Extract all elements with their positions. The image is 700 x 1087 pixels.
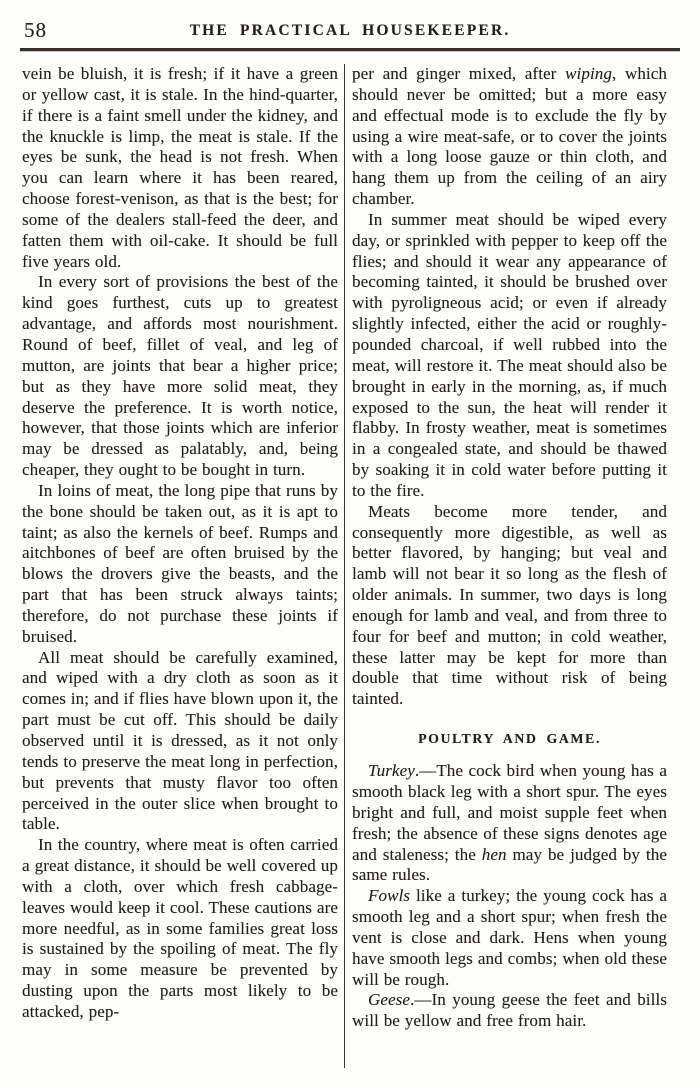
italic-text: Turkey (368, 761, 415, 781)
right-column (345, 64, 667, 1070)
body-text: may be judged by the same rules. (352, 844, 667, 885)
paragraph (22, 648, 338, 836)
body-text: like a turkey; the young cock has a smooth leg and a short spur; when fresh the vent is close and dark. Hens when young have smooth legs and combs; when old these will be rough. (352, 886, 667, 989)
body-text: In summer meat should be wiped every day, or sprinkled with pepper to keep off the flies; and should it wear any appearance of becoming tainted, it should be brushed over with pyroligneous acid; or even if already slightly infected, either the acid or roughly-pounded charcoal, if well rubbed into the meat, will restore it. The meat should also be brought in early in the morning, as, if much exposed to the sun, the heat will render it flabby. In frosty weather, meat is sometimes in a congealed state, and should be thawed by soaking it in cold water before putting it to the fire. (352, 209, 667, 500)
body-text: per and ginger mixed, after (352, 64, 566, 83)
paragraph (22, 272, 338, 480)
italic-text: Geese (368, 990, 411, 1010)
paragraph (352, 990, 667, 1032)
body-text: All meat should be carefully examined, and wiped with a dry cloth as soon as it comes in; and if flies have blown upon it, the part must be cut off. This should be daily observed until it is dressed, as it not only tends to preserve the meat long in perfection, but prevents that musty flavor too often perceived in the outer slice when brought to table. (22, 647, 338, 834)
body-text: , which should never be omitted; but a more easy and effectual mode is to exclude the fly by using a wire meat-safe, or to cover the joints with a long loose gauze or thin cloth, and hang them up from the ceiling of an airy chamber. (352, 64, 667, 209)
body-text: .—In young geese the feet and bills will be yellow and free from hair. (352, 990, 667, 1031)
body-text: In every sort of provisions the best of the kind goes furthest, cuts up to greatest advantage, and affords most nourishment. Round of beef, fillet of veal, and leg of mutton, are joints that bear a higher price; but as they have more solid meat, they deserve the preference. It is worth notice, however, that those joints which are inferior may be dressed as palatably, and, being cheaper, they ought to be bought in turn. (22, 272, 338, 480)
running-title: THE PRACTICAL HOUSEKEEPER. (189, 22, 511, 39)
section-heading: POULTRY AND GAME. (418, 731, 601, 747)
header-rule (20, 48, 680, 51)
page-number: 58 (24, 18, 47, 42)
paragraph (352, 886, 667, 990)
paragraph (352, 761, 667, 886)
paragraph (22, 481, 338, 648)
paragraph (352, 502, 667, 710)
left-column (22, 64, 344, 1070)
paragraph (352, 64, 667, 210)
italic-text: Fowls (368, 886, 411, 906)
paragraph (22, 64, 338, 272)
body-text: Meats become more tender, and consequently more digestible, as well as better flavored, by hanging; but veal and lamb will not bear it so long as the flesh of older animals. In summer, two days is long enough for lamb and veal, and from three to four for beef and mutton; in cold weather, these latter may be kept for more than double that time without risk of being tainted. (352, 501, 667, 709)
body-text: In loins of meat, the long pipe that runs by the bone should be taken out, as it is apt to taint; as also the kernels of beef. Rumps and aitchbones of beef are often bruised by the blows the drovers give the beasts, and the part that has been struck always taints; therefore, do not purchase these joints if bruised. (22, 480, 338, 646)
body-text: vein be bluish, it is fresh; if it have a green or yellow cast, it is stale. In the hind-quarter, if there is a faint smell under the kidney, and the knuckle is limp, the meat is stale. If the eyes be sunk, the head is not fresh. When you can learn where it has been reared, choose forest-venison, as that is the best; for some of the dealers stall-feed the deer, and fatten them with oil-cake. It should be full five years old. (22, 64, 338, 271)
italic-text: hen (481, 844, 507, 864)
body-text: In the country, where meat is often carried a great distance, it should be well covered up with a cloth, over which fresh cabbage-leaves would keep it cool. These cautions are more needful, as in some families great loss is sustained by the spoiling of meat. The fly may in some measure be prevented by dusting upon the parts most likely to be attacked, pep- (22, 835, 338, 1021)
body-text: .—The cock bird when young has a smooth black leg with a short spur. The eyes bright and full, and moist supple feet when fresh; the absence of these signs denotes age and staleness; the (352, 761, 667, 864)
text-columns (22, 64, 678, 1070)
italic-text: wiping (565, 64, 612, 83)
paragraph (352, 210, 667, 502)
page-header (24, 16, 676, 44)
paragraph (22, 835, 338, 1023)
